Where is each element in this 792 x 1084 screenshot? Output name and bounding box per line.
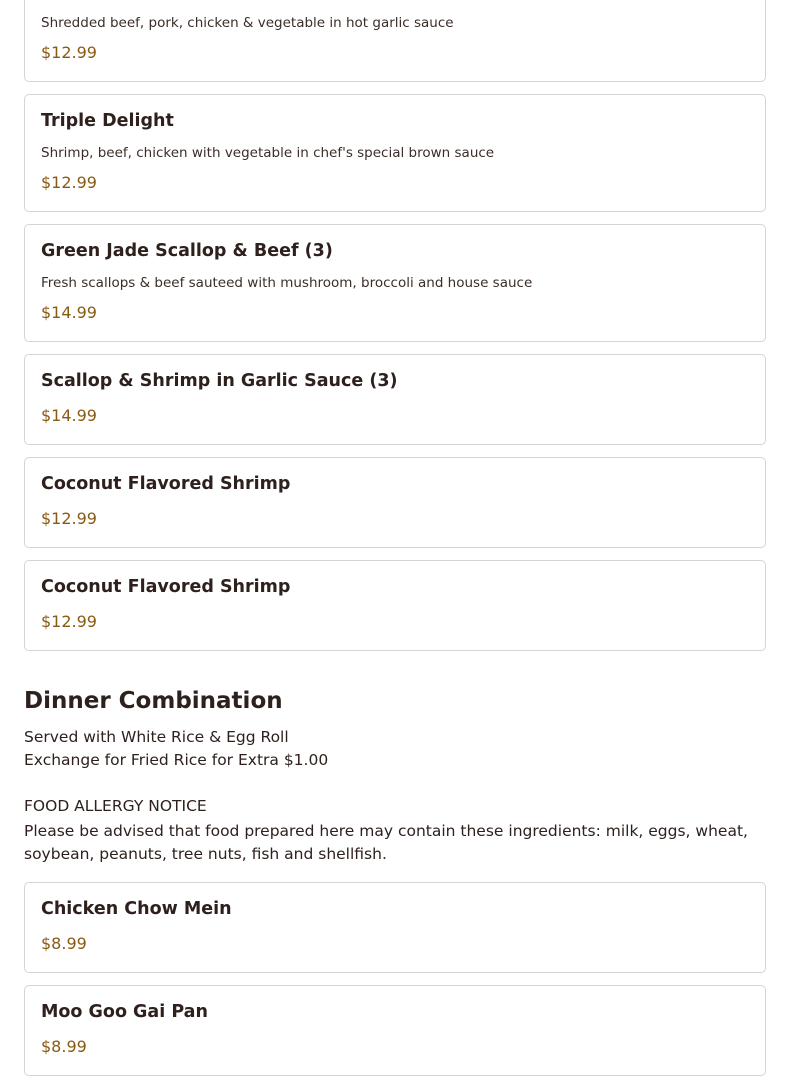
section-note-exchange: Exchange for Fried Rice for Extra $1.00 <box>24 751 329 769</box>
menu-item-price: $14.99 <box>41 303 97 322</box>
menu-item-price: $12.99 <box>41 612 97 631</box>
menu-item-price: $14.99 <box>41 406 97 425</box>
menu-item-card[interactable] <box>24 882 766 973</box>
menu-item-name: Coconut Flavored Shrimp <box>41 577 291 597</box>
menu-item-card[interactable] <box>24 985 766 1076</box>
section-note-rice: Served with White Rice & Egg Roll <box>24 728 289 746</box>
menu-item-name: Triple Delight <box>41 111 174 131</box>
menu-item-name: Coconut Flavored Shrimp <box>41 474 291 494</box>
menu-item-card[interactable] <box>24 457 766 548</box>
menu-item-card[interactable] <box>24 560 766 651</box>
menu-item-description: Shredded beef, pork, chicken & vegetable in hot garlic sauce <box>41 15 454 31</box>
menu-item-name: Moo Goo Gai Pan <box>41 1002 208 1022</box>
menu-item-price: $8.99 <box>41 934 87 953</box>
menu-item-price: $12.99 <box>41 509 97 528</box>
menu-item-price: $12.99 <box>41 43 97 62</box>
menu-item-card[interactable] <box>24 94 766 212</box>
menu-item-card[interactable] <box>24 224 766 342</box>
menu-item-card[interactable] <box>24 354 766 445</box>
menu-item-description: Shrimp, beef, chicken with vegetable in chef's special brown sauce <box>41 145 495 161</box>
menu-item-price: $8.99 <box>41 1037 87 1056</box>
section-title: Dinner Combination <box>24 688 283 714</box>
menu-item-card[interactable] <box>24 0 766 82</box>
menu-item-name: Scallop & Shrimp in Garlic Sauce (3) <box>41 371 398 391</box>
menu-item-name: Chicken Chow Mein <box>41 899 232 919</box>
menu-item-description: Fresh scallops & beef sauteed with mushroom, broccoli and house sauce <box>41 275 533 291</box>
menu-item-price: $12.99 <box>41 173 97 192</box>
allergy-notice-body: Please be advised that food prepared here may contain these ingredients: milk, eggs, wheat, soybean, peanuts, tree nuts, fish and shellfish. <box>24 822 748 863</box>
menu-item-name: Green Jade Scallop & Beef (3) <box>41 241 333 261</box>
allergy-notice-heading: FOOD ALLERGY NOTICE <box>24 797 207 815</box>
